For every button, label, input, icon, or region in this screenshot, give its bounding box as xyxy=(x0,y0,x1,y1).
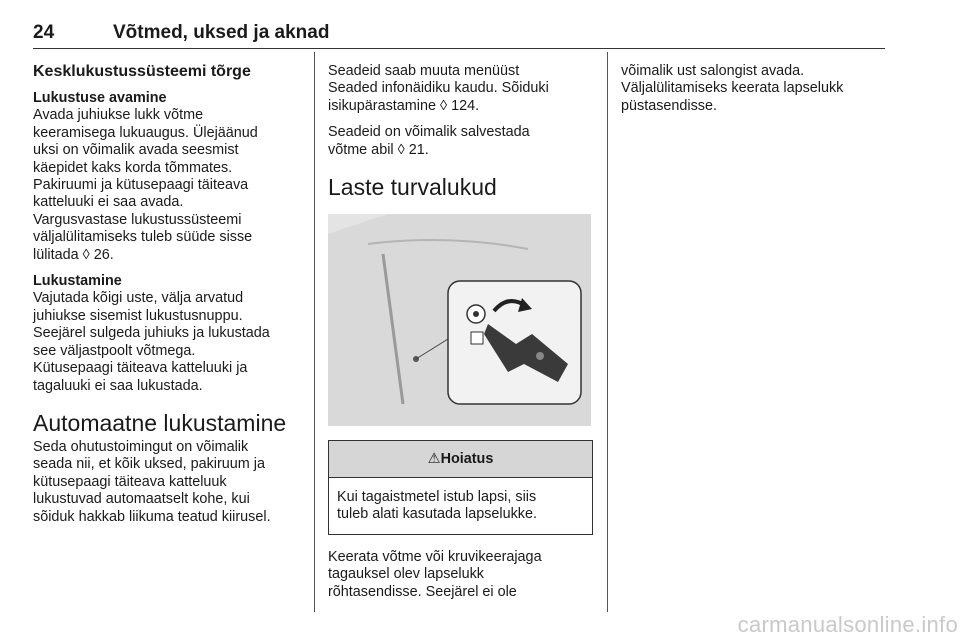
text-line: võtme abil ◊ 21. xyxy=(328,141,429,158)
auto-lock-paragraph xyxy=(33,439,305,526)
settings-paragraph xyxy=(328,63,593,115)
text-line: Pakiruumi ja kütusepaagi täiteava xyxy=(33,177,249,194)
text-line: Keerata võtme või kruvikeerajaga xyxy=(328,548,542,565)
save-paragraph xyxy=(328,124,593,159)
column-3 xyxy=(621,63,885,124)
child-locks-title: Laste turvalukud xyxy=(328,174,497,201)
text-line: Väljalülitamiseks keerata lapselukk xyxy=(621,80,844,97)
text-line: Seadeid saab muuta menüüst xyxy=(328,63,520,79)
text-line: väljalülitamiseks tuleb süüde sisse xyxy=(33,229,253,246)
text-line: Seaded infonäidiku kaudu. Sõiduki xyxy=(328,80,549,97)
text-line: Kui tagaistmetel istub lapsi, siis xyxy=(337,489,537,506)
warning-icon: ⚠ xyxy=(427,451,441,468)
column-2 xyxy=(328,63,593,610)
text-line: lukustuvad automaatselt kohe, kui xyxy=(33,491,250,508)
text-line: Vajutada kõigi uste, välja arvatud xyxy=(33,290,244,307)
header-divider xyxy=(33,48,885,49)
door-key-drawing xyxy=(328,214,591,426)
column-divider xyxy=(607,52,608,612)
section-title: Kesklukustussüsteemi tõrge xyxy=(33,63,251,80)
text-line: lülitada ◊ 26. xyxy=(33,246,114,263)
text-line: võimalik ust salongist avada. xyxy=(621,63,805,79)
text-line: uksi on võimalik avada seesmist xyxy=(33,142,239,159)
text-line: seada nii, et kõik uksed, pakiruum ja xyxy=(33,456,265,473)
text-line: sõiduk hakkab liikuma teatud kiirusel. xyxy=(33,508,271,525)
warning-title: Hoiatus xyxy=(440,451,494,468)
lock-heading: Lukustamine xyxy=(33,273,122,290)
text-line: keeramisega lukuaugus. Ülejäänud xyxy=(33,124,258,141)
warning-box xyxy=(328,440,593,535)
warning-text xyxy=(329,478,592,534)
column-1 xyxy=(33,63,305,535)
text-line: Vargusvastase lukustussüsteemi xyxy=(33,211,242,228)
column-divider xyxy=(314,52,315,612)
page-header xyxy=(33,22,885,48)
text-line: tagauksel olev lapselukk xyxy=(328,566,484,583)
unlock-paragraph xyxy=(33,107,305,264)
text-line: isikupärastamine ◊ 124. xyxy=(328,97,480,114)
text-line: tuleb alati kasutada lapselukke. xyxy=(337,506,538,523)
unlock-heading: Lukustuse avamine xyxy=(33,90,167,106)
auto-lock-title: Automaatne lukustamine xyxy=(33,409,287,436)
text-line: kütusepaagi täiteava katteluuk xyxy=(33,473,227,490)
child-lock-illustration xyxy=(328,214,591,426)
turn-paragraph xyxy=(328,549,593,601)
text-line: see väljastpoolt võtmega. xyxy=(33,342,196,359)
text-line: katteluuki ei saa avada. xyxy=(33,194,184,211)
watermark: carmanualsonline.info xyxy=(737,612,958,637)
text-line: tagaluuki ei saa lukustada. xyxy=(33,377,203,394)
text-line: Kütusepaagi täiteava katteluuki ja xyxy=(33,360,248,377)
text-line: rõhtasendisse. Seejärel ei ole xyxy=(328,583,517,600)
text-line: Seadeid on võimalik salvestada xyxy=(328,124,530,141)
page-number: 24 xyxy=(33,22,55,43)
lock-paragraph xyxy=(33,290,305,394)
continuation-paragraph xyxy=(621,63,885,115)
text-line: Avada juhiukse lukk võtme xyxy=(33,107,204,124)
text-line: Seejärel sulgeda juhiuks ja lukustada xyxy=(33,325,270,342)
text-line: püstasendisse. xyxy=(621,97,717,114)
chapter-title: Võtmed, uksed ja aknad xyxy=(113,22,330,43)
text-line: Seda ohutustoimingut on võimalik xyxy=(33,438,249,455)
warning-header xyxy=(329,441,592,478)
text-line: juhiukse sisemist lukustusnuppu. xyxy=(33,307,243,324)
text-line: käepidet kaks korda tõmmates. xyxy=(33,159,233,176)
